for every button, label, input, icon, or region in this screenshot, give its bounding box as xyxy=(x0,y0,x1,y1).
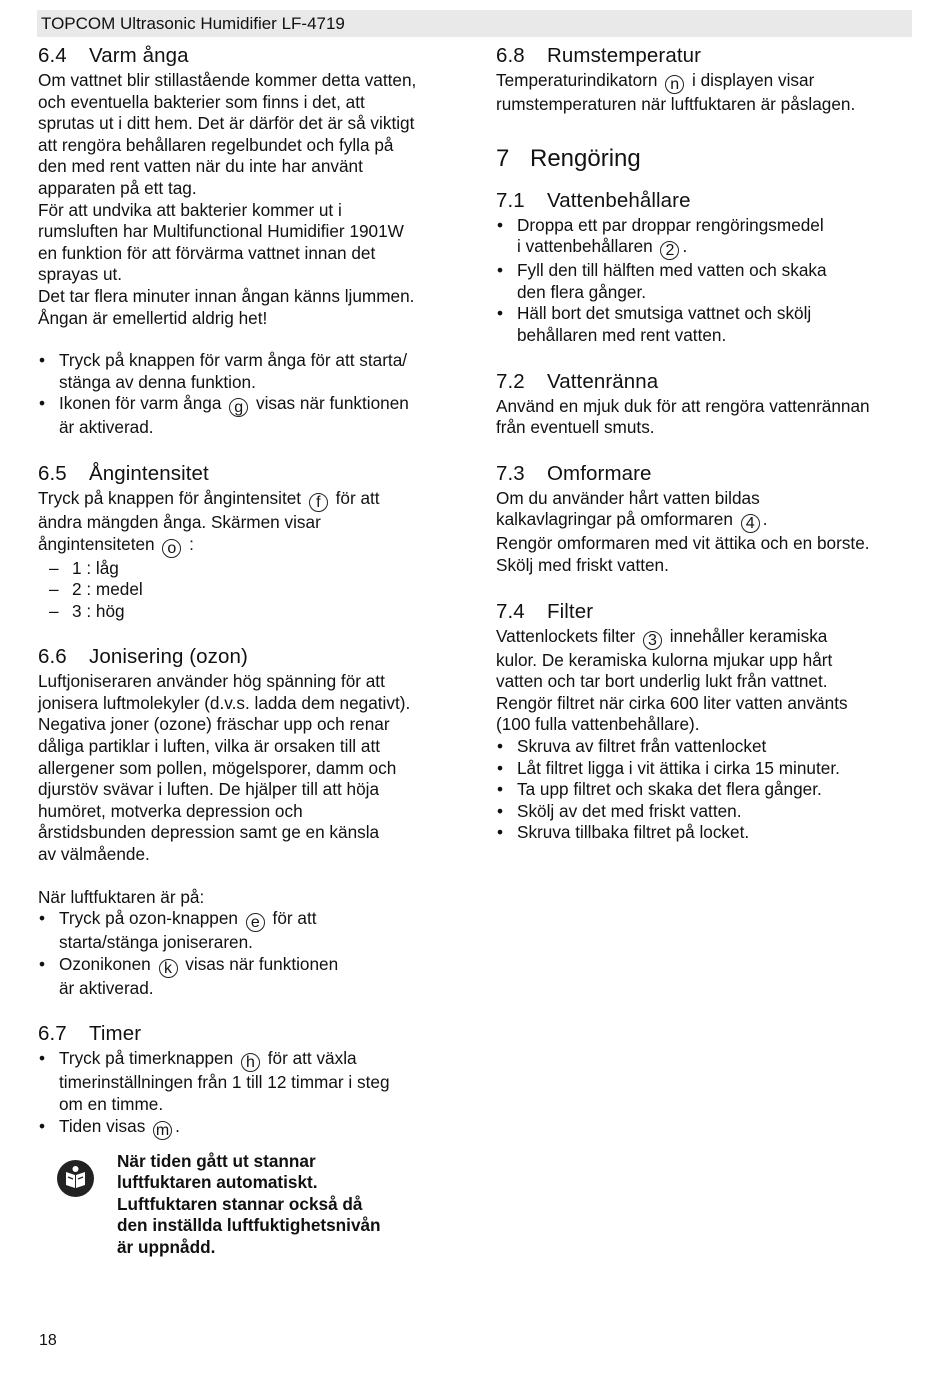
paragraph: rumstemperaturen när luftfuktaren är påslagen. xyxy=(496,94,856,114)
list-item: • Tryck på knappen för varm ånga för att starta/ stänga av denna funktion. xyxy=(38,350,458,393)
ozone-display-icon: k xyxy=(159,959,178,978)
section-heading-7-1: 7.1 Vattenbehållare xyxy=(496,188,691,212)
timer-bullets xyxy=(38,1048,458,1139)
paragraph: ångintensiteten o : xyxy=(38,533,194,557)
list-item: – 1 : låg xyxy=(38,558,458,580)
list-item: • Skölj av det med friskt vatten. xyxy=(496,801,916,823)
water-tank-part-icon: 2 xyxy=(660,241,679,260)
paragraph: kulor. De keramiska kulorna mjukar upp hårt xyxy=(496,649,833,670)
list-item: – 2 : medel xyxy=(38,579,458,601)
section-heading-7-2: 7.2 Vattenränna xyxy=(496,369,659,393)
list-item: • Droppa ett par droppar rengöringsmedel i vattenbehållaren 2 . xyxy=(496,215,916,261)
paragraph: kalkavlagringar på omformaren 4 . xyxy=(496,509,768,533)
paragraph: Rengör omformaren med vit ättika och en borste. xyxy=(496,533,870,554)
intensity-levels xyxy=(38,558,458,623)
transducer-part-icon: 4 xyxy=(741,514,760,533)
steam-intensity-button-icon: f xyxy=(309,493,328,512)
paragraph: (100 fulla vattenbehållare). xyxy=(496,714,700,735)
paragraph: Tryck på knappen för ångintensitet f för att xyxy=(38,487,380,511)
warm-steam-icon: g xyxy=(229,398,248,417)
section-heading-7-3: 7.3 Omformare xyxy=(496,461,652,485)
section-heading-6-4: 6.4 Varm ånga xyxy=(38,44,189,67)
timer-button-icon: h xyxy=(241,1053,260,1072)
list-item: • Tryck på ozon-knappen e för att starta/stänga joniseraren. xyxy=(38,908,458,954)
filter-bullets xyxy=(496,736,916,844)
ionization-paragraph: Luftjoniseraren använder hög spänning för att jonisera luftmolekyler (d.v.s. ladda dem negativt). Negativa joner (ozone) fräschar upp och renar dåliga partiklar i luften, vilka är orsaken till att allergener som pollen, mögelsporer, damm och djurstöv svävar i luften. De hjälper till att höja humöret, motverka depression och årstidsbunden depression samt ge en känsla av välmående. xyxy=(38,671,411,865)
section-heading-6-8: 6.8 Rumstemperatur xyxy=(496,44,702,67)
list-item: • Ozonikonen k visas när funktionen är aktiverad. xyxy=(38,954,458,1000)
list-item: • Låt filtret ligga i vit ättika i cirka 15 minuter. xyxy=(496,758,916,780)
header-title: TOPCOM Ultrasonic Humidifier LF-4719 xyxy=(41,14,345,33)
ionization-bullets xyxy=(38,908,458,999)
left-column xyxy=(38,42,458,1259)
warm-steam-bullets xyxy=(38,350,458,439)
paragraph: Vattenlockets filter 3 innehåller keramiska xyxy=(496,625,828,649)
section-heading-6-6: 6.6 Jonisering (ozon) xyxy=(38,645,248,669)
tank-cleaning-bullets xyxy=(496,215,916,347)
warm-steam-paragraph: Om vattnet blir stillastående kommer detta vatten, och eventuella bakterier som finns i det, att sprutas ut i ditt hem. Det är därför det är så viktigt att rengöra behållaren regelbundet och fylla på den med rent vatten när du inte har använt apparaten på ett tag. För att undvika att bakterier kommer ut i rumsluften har Multifunctional Humidifier 1901W en funktion för att förvärma vattnet innan det sprayas ut. Det tar flera minuter innan ångan känns ljummen. Ångan är emellertid aldrig het! xyxy=(38,70,417,328)
paragraph: Skölj med friskt vatten. xyxy=(496,554,669,575)
paragraph: vatten och tar bort underlig lukt från vattnet. xyxy=(496,671,828,692)
list-item: • Häll bort det smutsiga vattnet och skölj behållaren med rent vatten. xyxy=(496,303,916,346)
paragraph: ändra mängden ånga. Skärmen visar xyxy=(38,511,321,532)
note-box: När tiden gått ut stannar luftfuktaren automatiskt. Luftfuktaren stannar också då den inställda luftfuktighetsnivån är uppnådd. xyxy=(38,1151,458,1259)
timer-display-icon: m xyxy=(153,1121,172,1140)
list-item: • Ikonen för varm ånga g visas när funktionen är aktiverad. xyxy=(38,393,458,439)
read-manual-icon xyxy=(57,1160,94,1197)
list-item: • Ta upp filtret och skaka det flera gånger. xyxy=(496,779,916,801)
page-header xyxy=(37,10,912,37)
chapter-heading-7: 7 Rengöring xyxy=(496,144,641,172)
paragraph: Rengör filtret när cirka 600 liter vatten använts xyxy=(496,692,848,713)
list-item: • Skruva tillbaka filtret på locket. xyxy=(496,822,916,844)
paragraph: Om du använder hårt vatten bildas xyxy=(496,487,760,508)
list-item: • Fyll den till hälften med vatten och skaka den flera gånger. xyxy=(496,260,916,303)
paragraph: Använd en mjuk duk för att rengöra vattenrännan xyxy=(496,395,870,416)
ozone-button-icon: e xyxy=(246,913,265,932)
steam-intensity-display-icon: o xyxy=(162,539,181,558)
filter-part-icon: 3 xyxy=(643,631,662,650)
section-heading-6-5: 6.5 Ångintensitet xyxy=(38,461,209,485)
page-number: 18 xyxy=(39,1332,57,1349)
paragraph: från eventuell smuts. xyxy=(496,417,655,438)
paragraph: När luftfuktaren är på: xyxy=(38,886,205,907)
section-heading-7-4: 7.4 Filter xyxy=(496,599,594,623)
temperature-indicator-icon: n xyxy=(665,75,684,94)
list-item: • Tiden visas m . xyxy=(38,1116,458,1140)
list-item: – 3 : hög xyxy=(38,601,458,623)
right-column xyxy=(496,42,916,844)
section-heading-6-7: 6.7 Timer xyxy=(38,1022,142,1046)
list-item: • Skruva av filtret från vattenlocket xyxy=(496,736,916,758)
paragraph: Temperaturindikatorn n i displayen visar xyxy=(496,70,815,93)
list-item: • Tryck på timerknappen h för att växla timerinställningen från 1 till 12 timmar i steg om en timme. xyxy=(38,1048,458,1115)
